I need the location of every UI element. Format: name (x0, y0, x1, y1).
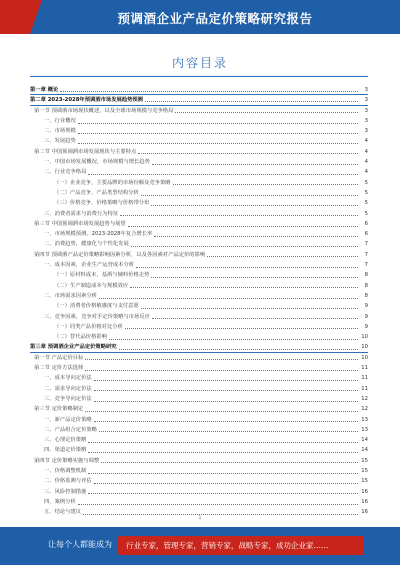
toc-entry-page: 15 (361, 467, 368, 474)
toc-entry-page: 3 (364, 117, 368, 124)
toc-leader-dots (88, 452, 358, 453)
toc-leader-dots (120, 215, 358, 216)
toc-leader-dots (119, 349, 358, 350)
toc-entry[interactable] (30, 85, 368, 95)
toc-entry[interactable] (30, 342, 368, 352)
toc-entry[interactable] (30, 157, 368, 167)
toc-leader-dots (94, 390, 358, 391)
toc-entry-page: 8 (364, 282, 368, 289)
toc-entry[interactable] (30, 281, 368, 291)
toc-entry-page: 4 (364, 138, 368, 145)
toc-entry-page: 11 (361, 375, 368, 382)
toc-entry[interactable] (30, 209, 368, 219)
toc-entry-page: 5 (364, 179, 368, 186)
toc-entry[interactable] (30, 250, 368, 260)
toc-entry-title: 二、价格监测与评估 (44, 478, 92, 485)
toc-entry[interactable] (30, 219, 368, 229)
toc-leader-dots (101, 462, 358, 463)
toc-entry-title: （一）企业竞争，主要品牌的市场份额及竞争策略 (54, 179, 171, 186)
toc-entry-title: 第三章 预调酒企业产品定价策略研究 (30, 343, 117, 350)
toc-entry-page: 6 (364, 220, 368, 227)
toc-leader-dots (141, 195, 358, 196)
toc-leader-dots (138, 153, 358, 154)
toc-entry-title: 四、渠道定价策略 (44, 447, 87, 454)
toc-leader-dots (78, 133, 358, 134)
toc-entry-page: 4 (364, 169, 368, 176)
toc-entry[interactable] (30, 106, 368, 116)
toc-entry-title: （三）价格竞争，价格策略与价格带分布 (54, 200, 150, 207)
toc-entry-page: 12 (361, 406, 368, 413)
toc-leader-dots (78, 504, 358, 505)
toc-entry[interactable] (30, 239, 368, 249)
toc-entry-title: 二、消费趋势，健康化与个性化发展 (44, 241, 129, 248)
toc-entry[interactable] (30, 301, 368, 311)
toc-entry-page: 8 (364, 272, 368, 279)
toc-entry[interactable] (30, 497, 368, 507)
toc-leader-dots (173, 184, 358, 185)
toc-entry-title: 三、竞争导向定价法 (44, 395, 92, 402)
toc-entry-page: 16 (361, 488, 368, 495)
toc-entry-page: 7 (364, 262, 368, 269)
toc-leader-dots (88, 442, 358, 443)
toc-entry-title: 二、产品组合定价策略 (44, 426, 97, 433)
toc-entry[interactable] (30, 322, 368, 332)
toc-entry-page: 13 (361, 426, 368, 433)
toc-entry-title: 第三节 定价策略制定 (34, 406, 84, 413)
toc-entry[interactable] (30, 332, 368, 342)
toc-entry-page: 7 (364, 251, 368, 258)
toc-entry-title: 五、结论与建议 (44, 509, 82, 516)
toc-entry-page: 15 (361, 478, 368, 485)
toc-entry-title: 三、心理定价策略 (44, 437, 87, 444)
toc-entry-title: （一）原材料成本，基酒与辅料价格走势 (54, 272, 150, 279)
toc-entry-title: 一、成本因素，企业生产运营成本分析 (44, 262, 135, 269)
toc-entry[interactable] (30, 353, 368, 363)
toc-entry[interactable] (30, 456, 368, 466)
toc-entry-page: 11 (361, 365, 368, 372)
toc-leader-dots (94, 380, 358, 381)
toc-entry-page: 9 (364, 323, 368, 330)
toc-entry-title: 四、案例分析 (44, 498, 76, 505)
toc-leader-dots (131, 246, 358, 247)
toc-entry-title: 第四节 定价策略实施与调整 (34, 457, 100, 464)
toc-leader-dots (151, 205, 358, 206)
toc-entry-title: 三、消费者需求与消费行为特征 (44, 210, 119, 217)
toc-entry-title: 一、成本导向定价法 (44, 375, 92, 382)
toc-heading-divider (30, 76, 368, 77)
toc-entry[interactable] (30, 487, 368, 497)
toc-entry-title: 一、市场规模预测，2023-2028年复合增长率 (44, 231, 153, 238)
toc-entry-page: 5 (364, 210, 368, 217)
toc-entry[interactable] (30, 373, 368, 383)
toc-entry-title: 二、市场规模 (44, 128, 76, 135)
toc-entry-title: 第一节 预调酒市场现状概述，以及全球市场规模与竞争格局 (34, 107, 174, 114)
toc-entry-title: 第二节 定价方法选择 (34, 365, 84, 372)
toc-entry[interactable] (30, 126, 368, 136)
toc-entry-title: 一、价格调整机制 (44, 467, 87, 474)
toc-leader-dots (60, 91, 358, 92)
toc-entry-title: 二、需求导向定价法 (44, 385, 92, 392)
toc-entry[interactable] (30, 404, 368, 414)
toc-entry-page: 15 (361, 457, 368, 464)
toc-entry-title: 二、行业竞争格局 (44, 169, 87, 176)
toc-leader-dots (85, 359, 358, 360)
toc-entry-page: 14 (361, 447, 368, 454)
toc-leader-dots (94, 421, 358, 422)
toc-entry-page: 7 (364, 241, 368, 248)
toc-leader-dots (99, 431, 358, 432)
toc-entry[interactable] (30, 445, 368, 455)
document-title: 预调酒企业产品定价策略研究报告 (117, 11, 313, 26)
toc-entry[interactable] (30, 167, 368, 177)
table-of-contents (30, 85, 368, 517)
toc-entry[interactable] (30, 435, 368, 445)
toc-entry-page: 5 (364, 189, 368, 196)
toc-leader-dots (175, 112, 358, 113)
toc-entry-page: 10 (361, 334, 368, 341)
toc-entry-title: （一）消费者价格敏感度与支付意愿 (54, 303, 139, 310)
toc-entry-page: 3 (364, 107, 368, 114)
toc-entry-title: 一、行业概况 (44, 117, 76, 124)
toc-entry-title: 三、发展趋势 (44, 138, 76, 145)
toc-entry[interactable] (30, 136, 368, 146)
toc-leader-dots (145, 101, 358, 102)
toc-entry-page: 13 (361, 416, 368, 423)
toc-leader-dots (125, 328, 358, 329)
toc-leader-dots (151, 277, 358, 278)
toc-entry-page: 3 (364, 86, 368, 93)
toc-entry-page: 16 (361, 498, 368, 505)
toc-entry-title: 第二节 中国预调酒市场发展现状与主要特点 (34, 148, 137, 155)
toc-leader-dots (85, 370, 358, 371)
toc-entry[interactable] (30, 415, 368, 425)
toc-leader-dots (78, 143, 358, 144)
toc-entry-title: 一、新产品定价策略 (44, 416, 92, 423)
header-bar (0, 0, 400, 34)
toc-leader-dots (78, 123, 358, 124)
toc-entry-title: 一、中国市场发展概况，市场规模与增长趋势 (44, 159, 150, 166)
toc-entry-page: 9 (364, 313, 368, 320)
toc-leader-dots (88, 174, 358, 175)
toc-entry[interactable] (30, 466, 368, 476)
toc-entry-title: 第二章 2023-2028年预调酒市场发展趋势预测 (30, 96, 143, 103)
toc-leader-dots (99, 298, 358, 299)
toc-entry-title: 三、风险控制措施 (44, 488, 87, 495)
toc-entry[interactable] (30, 394, 368, 404)
toc-entry-page: 14 (361, 437, 368, 444)
toc-entry-page: 10 (361, 343, 368, 350)
toc-entry-title: （二）生产制造成本与规模效应 (54, 282, 129, 289)
toc-entry[interactable] (30, 363, 368, 373)
toc-entry[interactable] (30, 384, 368, 394)
toc-entry[interactable] (30, 198, 368, 208)
toc-entry[interactable] (30, 229, 368, 239)
toc-entry[interactable] (30, 270, 368, 280)
toc-entry[interactable] (30, 260, 368, 270)
toc-entry-page: 3 (364, 128, 368, 135)
toc-entry-page: 11 (361, 385, 368, 392)
toc-entry-title: 第四节 预调酒产品定价策略影响因素分析，以及各因素对产品定价的影响 (34, 251, 206, 258)
toc-entry-page: 8 (364, 292, 368, 299)
toc-leader-dots (88, 493, 358, 494)
toc-entry-page: 16 (361, 509, 368, 516)
toc-leader-dots (130, 287, 358, 288)
toc-leader-dots (128, 226, 358, 227)
toc-entry[interactable] (30, 95, 368, 105)
toc-entry-page: 4 (364, 159, 368, 166)
toc-entry-title: 第一节 产品定价目标 (34, 354, 84, 361)
toc-entry-title: （二）替代品价格影响 (54, 334, 107, 341)
toc-entry[interactable] (30, 178, 368, 188)
toc-entry[interactable] (30, 312, 368, 322)
toc-entry-page: 12 (361, 395, 368, 402)
toc-entry-page: 4 (364, 148, 368, 155)
toc-entry-page: 5 (364, 200, 368, 207)
toc-entry-page: 6 (364, 231, 368, 238)
toc-entry-page: 10 (361, 354, 368, 361)
toc-entry-title: （二）产品竞争，产品类型结构分析 (54, 189, 139, 196)
toc-heading: 内容目录 (171, 56, 228, 70)
toc-entry[interactable] (30, 425, 368, 435)
toc-entry[interactable] (30, 188, 368, 198)
toc-leader-dots (207, 256, 358, 257)
toc-leader-dots (136, 267, 358, 268)
toc-entry-title: 第一章 概论 (30, 86, 59, 93)
footer-slogan: 让每个人都能成为 (48, 540, 112, 549)
toc-entry-page: 9 (364, 303, 368, 310)
toc-leader-dots (85, 411, 358, 412)
toc-leader-dots (109, 339, 358, 340)
toc-entry[interactable] (30, 476, 368, 486)
toc-leader-dots (88, 473, 358, 474)
footer-badge (118, 536, 364, 555)
toc-entry-page: 3 (364, 96, 368, 103)
toc-leader-dots (152, 318, 358, 319)
toc-entry[interactable] (30, 147, 368, 157)
toc-leader-dots (94, 483, 358, 484)
toc-entry-title: 二、市场需求因素分析 (44, 292, 97, 299)
page-number: 1 (198, 515, 202, 521)
toc-entry-title: 第三节 中国预调酒市场发展趋势与展望 (34, 220, 126, 227)
toc-leader-dots (152, 164, 358, 165)
toc-entry-title: 三、竞争因素，竞争对手定价策略与市场反应 (44, 313, 150, 320)
toc-leader-dots (141, 308, 358, 309)
toc-leader-dots (94, 401, 358, 402)
toc-leader-dots (154, 236, 358, 237)
toc-entry[interactable] (30, 291, 368, 301)
toc-entry-title: （一）同类产品价格对比分析 (54, 323, 123, 330)
footer-bar (0, 527, 400, 565)
footer-badge-text: 行业专家，管理专家，营销专家，战略专家，成功企业家…… (126, 541, 329, 550)
toc-entry[interactable] (30, 116, 368, 126)
header-red-accent (0, 0, 30, 34)
